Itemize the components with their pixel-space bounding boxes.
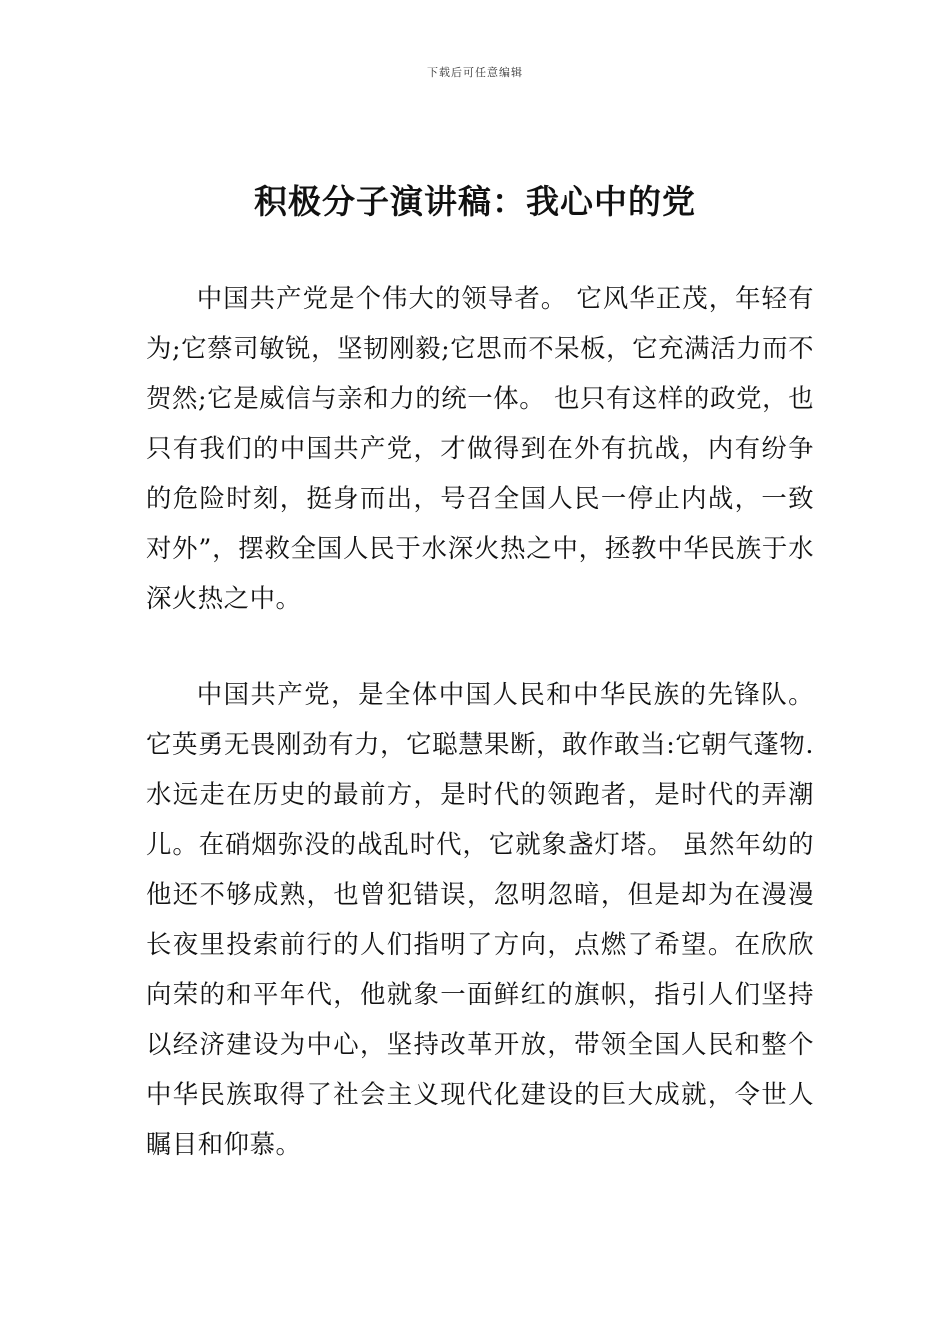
document-title: 积极分子演讲稿：我心中的党 — [254, 182, 696, 221]
header-note: 下载后可任意编辑 — [427, 66, 523, 79]
paragraph-1: 中国共产党是个伟大的领导者。 它风华正茂，年轻有为;它蔡司敏锐，坚韧刚毅;它思而不呆板，它充满活力而不贺然;它是威信与亲和力的统一体。 也只有这样的政党，也只有我们的中国共产党，才做得到在外有抗战，内有纷争的危险时刻，挺身而出，号召全国人民一停止内战，一致对外”，摆救全国人民于水深火热之中，拯教中华民族于水深火热之中。 — [146, 283, 814, 613]
paragraph-2: 中国共产党，是全体中国人民和中华民族的先锋队。它英勇无畏刚劲有力，它聪慧果断，敢作敢当:它朝气蓬物.水远走在历史的最前方，是时代的领跑者，是时代的弄潮儿。在硝烟弥没的战乱时代，它就象盏灯塔。 虽然年幼的他还不够成熟，也曾犯错误，忽明忽暗，但是却为在漫漫长夜里投索前行的人们指明了方向，点燃了希望。在欣欣向荣的和平年代，他就象一面鲜红的旗帜，指引人们坚持以经济建设为中心，坚持改革开放，带领全国人民和整个中华民族取得了社会主义现代化建设的巨大成就，令世人瞩目和仰慕。 — [146, 679, 814, 1159]
